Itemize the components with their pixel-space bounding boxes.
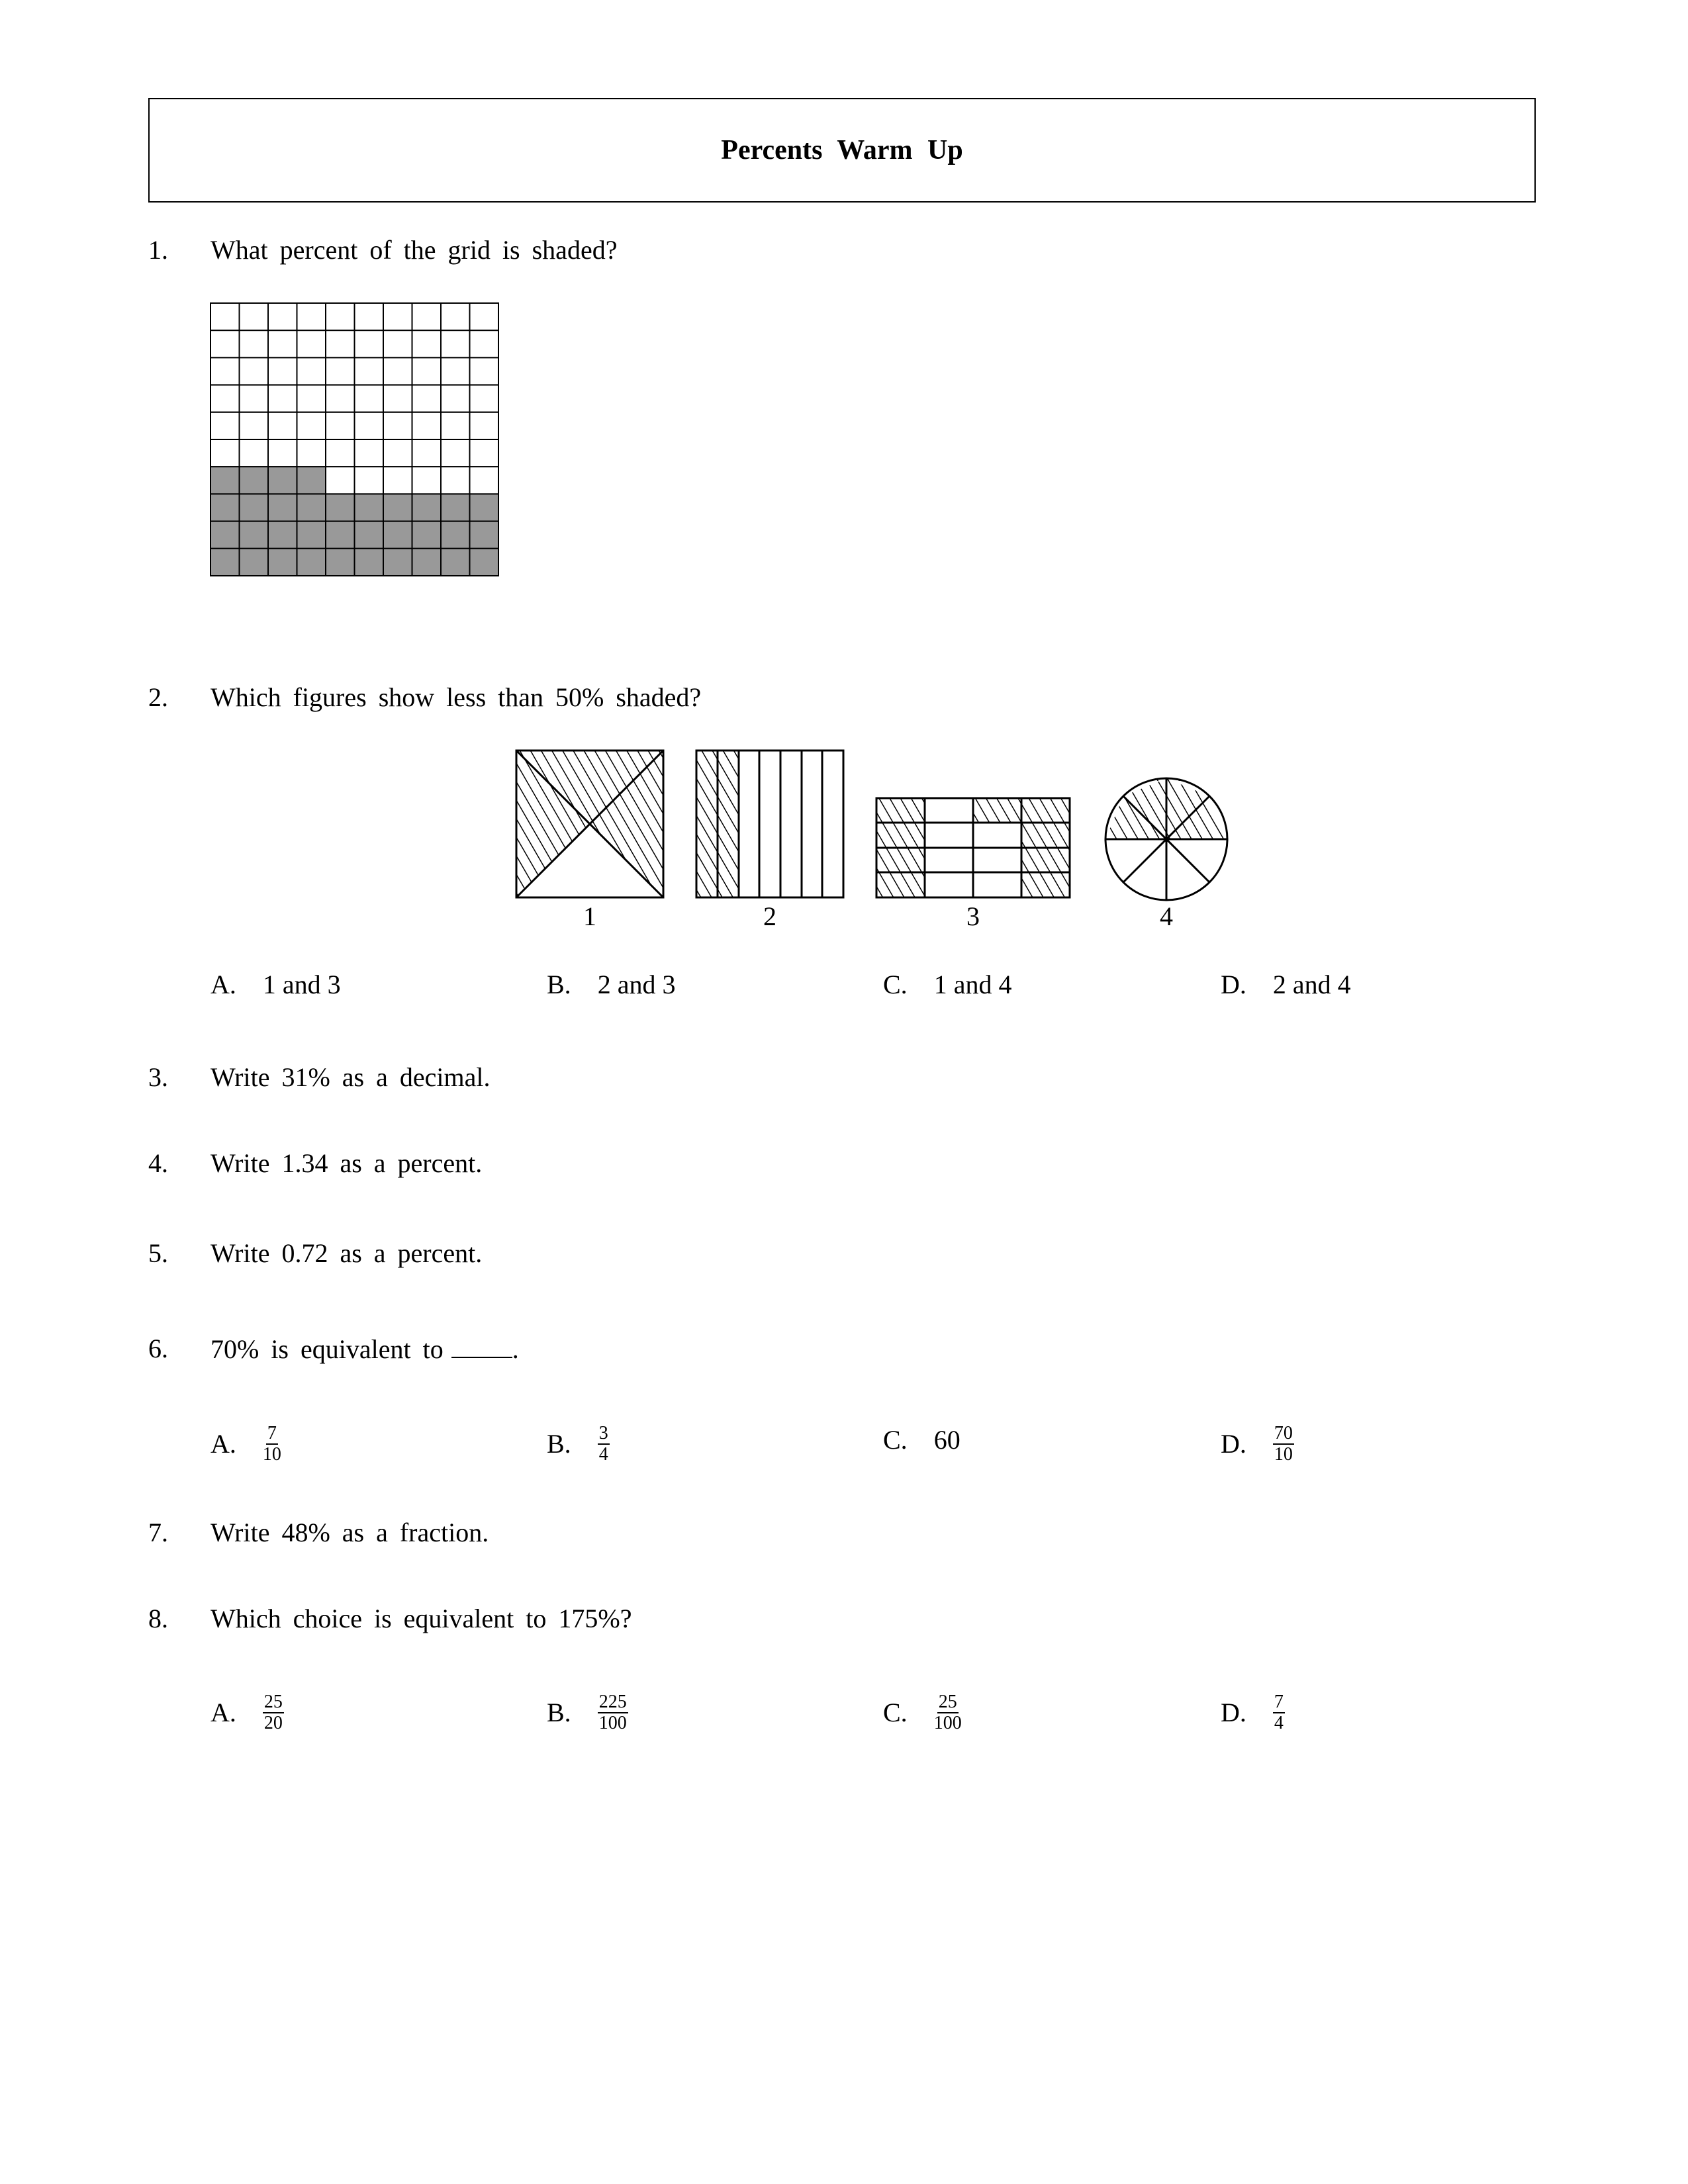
grid-cell xyxy=(326,330,355,357)
grid-cell-shaded xyxy=(268,494,297,521)
grid-cell xyxy=(470,467,499,494)
grid-cell xyxy=(326,385,355,412)
answer-blank[interactable] xyxy=(451,1333,512,1358)
q8-choice-d[interactable]: D. $\frac{7}{4}$ xyxy=(1221,1692,1284,1733)
grid-cell-shaded xyxy=(326,522,355,549)
grid-cell xyxy=(326,412,355,439)
grid-cell-shaded xyxy=(240,494,269,521)
grid-cell xyxy=(211,439,240,467)
q6-choice-d[interactable]: D. $\frac{70}{10}$ xyxy=(1221,1423,1293,1465)
q6-choice-b[interactable]: B. $\frac{3}{4}$ xyxy=(547,1423,608,1465)
grid-cell-shaded xyxy=(240,522,269,549)
fraction: $\frac{7}{10}$ xyxy=(262,1423,281,1465)
fraction: $\frac{25}{20}$ xyxy=(263,1692,283,1733)
grid-cell xyxy=(268,357,297,385)
grid-cell-shaded xyxy=(211,549,240,576)
grid-cell xyxy=(297,385,326,412)
grid-cell-shaded xyxy=(441,549,470,576)
grid-cell xyxy=(268,412,297,439)
grid-cell xyxy=(470,385,499,412)
grid-cell xyxy=(441,467,470,494)
grid-cell-shaded xyxy=(268,549,297,576)
grid-cell xyxy=(240,357,269,385)
grid-cell xyxy=(240,330,269,357)
grid-cell-shaded xyxy=(383,494,412,521)
figure-label-4: 4 xyxy=(1160,901,1173,931)
q8-choice-b[interactable]: B. $\frac{225}{100}$ xyxy=(547,1692,627,1733)
grid-cell xyxy=(383,303,412,330)
q2-choice-d[interactable]: D. 2 and 4 xyxy=(1221,970,1351,999)
grid-cell xyxy=(383,357,412,385)
question-8-number: 8. xyxy=(148,1604,168,1633)
grid-cell xyxy=(412,385,442,412)
grid-cell-shaded xyxy=(470,522,499,549)
grid-cell-shaded xyxy=(297,467,326,494)
grid-cell xyxy=(268,303,297,330)
grid-cell-shaded xyxy=(441,522,470,549)
grid-cell xyxy=(441,412,470,439)
grid-cell xyxy=(355,467,384,494)
grid-cell xyxy=(412,330,442,357)
grid-cell-shaded xyxy=(326,494,355,521)
grid-cell xyxy=(412,303,442,330)
grid-cell xyxy=(268,385,297,412)
grid-cell xyxy=(441,303,470,330)
grid-cell-shaded xyxy=(211,467,240,494)
grid-cell xyxy=(470,303,499,330)
q6-choice-a[interactable]: A. $\frac{7}{10}$ xyxy=(211,1423,281,1465)
grid-cell xyxy=(211,303,240,330)
grid-cell xyxy=(211,385,240,412)
grid-cell xyxy=(470,330,499,357)
q8-choice-c[interactable]: C. $\frac{25}{100}$ xyxy=(883,1692,962,1733)
grid-cell xyxy=(326,303,355,330)
grid-cell-shaded xyxy=(268,522,297,549)
grid-cell xyxy=(240,439,269,467)
fraction: $\frac{3}{4}$ xyxy=(598,1423,608,1465)
question-6-number: 6. xyxy=(148,1334,168,1363)
question-7-text: Write 48% as a fraction. xyxy=(211,1518,489,1547)
grid-cell xyxy=(211,412,240,439)
grid-cell-shaded xyxy=(412,549,442,576)
grid-cell xyxy=(412,439,442,467)
grid-cell-shaded xyxy=(470,549,499,576)
grid-cell-shaded xyxy=(297,549,326,576)
grid-cell xyxy=(268,439,297,467)
grid-cell xyxy=(412,412,442,439)
grid-cell xyxy=(240,385,269,412)
question-3-text: Write 31% as a decimal. xyxy=(211,1062,491,1092)
grid-cell xyxy=(470,439,499,467)
question-4-number: 4. xyxy=(148,1148,168,1178)
q8-choice-a[interactable]: A. $\frac{25}{20}$ xyxy=(211,1692,283,1733)
figure-label-1: 1 xyxy=(583,901,596,931)
grid-cell-shaded xyxy=(441,494,470,521)
grid-cell xyxy=(211,357,240,385)
grid-cell xyxy=(355,439,384,467)
question-7-number: 7. xyxy=(148,1518,168,1547)
grid-cell-shaded xyxy=(355,522,384,549)
figure-4-circle xyxy=(1099,768,1235,900)
grid-cell xyxy=(326,357,355,385)
grid-cell xyxy=(297,357,326,385)
q2-choice-b[interactable]: B. 2 and 3 xyxy=(547,970,676,999)
grid-cell-shaded xyxy=(470,494,499,521)
fraction: $\frac{225}{100}$ xyxy=(598,1692,627,1733)
figure-label-2: 2 xyxy=(763,901,776,931)
grid-cell xyxy=(355,357,384,385)
figure-2-strips xyxy=(696,751,843,897)
grid-cell xyxy=(240,412,269,439)
grid-cell xyxy=(470,412,499,439)
grid-cell xyxy=(383,330,412,357)
fraction: $\frac{7}{4}$ xyxy=(1274,1692,1284,1733)
fraction: $\frac{70}{10}$ xyxy=(1274,1423,1293,1465)
grid-cell xyxy=(297,439,326,467)
grid-cell xyxy=(355,385,384,412)
grid-cell xyxy=(412,357,442,385)
grid-cell-shaded xyxy=(383,522,412,549)
grid-cell-shaded xyxy=(412,494,442,521)
grid-cell xyxy=(441,330,470,357)
grid-cell-shaded xyxy=(326,549,355,576)
grid-cell xyxy=(326,467,355,494)
grid-cell-shaded xyxy=(268,467,297,494)
grid-cell xyxy=(211,330,240,357)
figure-label-3: 3 xyxy=(966,901,980,931)
title-box xyxy=(148,98,1536,203)
grid-cell xyxy=(383,385,412,412)
shaded-figures xyxy=(503,741,1244,940)
grid-cell xyxy=(441,439,470,467)
question-2-text: Which figures show less than 50% shaded? xyxy=(211,682,702,712)
grid-cell-shaded xyxy=(240,549,269,576)
question-1-text: What percent of the grid is shaded? xyxy=(211,235,618,265)
page-title: Percents Warm Up xyxy=(721,135,963,165)
grid-cell xyxy=(297,303,326,330)
grid-cell-shaded xyxy=(211,494,240,521)
grid-cell xyxy=(297,412,326,439)
grid-cell xyxy=(326,439,355,467)
grid-cell-shaded xyxy=(211,522,240,549)
grid-cell-shaded xyxy=(412,522,442,549)
hundred-grid xyxy=(205,299,507,580)
grid-cell-shaded xyxy=(240,467,269,494)
grid-cell xyxy=(441,385,470,412)
fraction: $\frac{25}{100}$ xyxy=(933,1692,962,1733)
q6-choice-c[interactable]: C. 60 xyxy=(883,1425,961,1455)
question-5-text: Write 0.72 as a percent. xyxy=(211,1238,483,1268)
figure-1-square xyxy=(516,751,663,897)
grid-cell xyxy=(412,467,442,494)
grid-cell-shaded xyxy=(383,549,412,576)
grid-cell-shaded xyxy=(297,494,326,521)
grid-cell xyxy=(268,330,297,357)
question-5-number: 5. xyxy=(148,1238,168,1268)
q2-choice-c[interactable]: C. 1 and 4 xyxy=(883,970,1012,999)
figure-3-rectangle xyxy=(876,798,1070,897)
grid-cell xyxy=(383,412,412,439)
question-3-number: 3. xyxy=(148,1062,168,1092)
question-4-text: Write 1.34 as a percent. xyxy=(211,1148,483,1178)
grid-cell-shaded xyxy=(355,494,384,521)
grid-cell xyxy=(383,439,412,467)
grid-cell-shaded xyxy=(297,522,326,549)
grid-cell xyxy=(297,330,326,357)
grid-cell-shaded xyxy=(355,549,384,576)
grid-cell xyxy=(470,357,499,385)
grid-cell xyxy=(240,303,269,330)
grid-cell xyxy=(355,330,384,357)
grid-cell xyxy=(355,303,384,330)
question-8-text: Which choice is equivalent to 175%? xyxy=(211,1604,632,1633)
question-2-number: 2. xyxy=(148,682,168,712)
grid-cell xyxy=(355,412,384,439)
question-1-number: 1. xyxy=(148,235,168,265)
question-6-text: 70% is equivalent to . xyxy=(211,1334,519,1364)
grid-cell xyxy=(383,467,412,494)
grid-cell xyxy=(441,357,470,385)
q2-choice-a[interactable]: A. 1 and 3 xyxy=(211,970,341,999)
